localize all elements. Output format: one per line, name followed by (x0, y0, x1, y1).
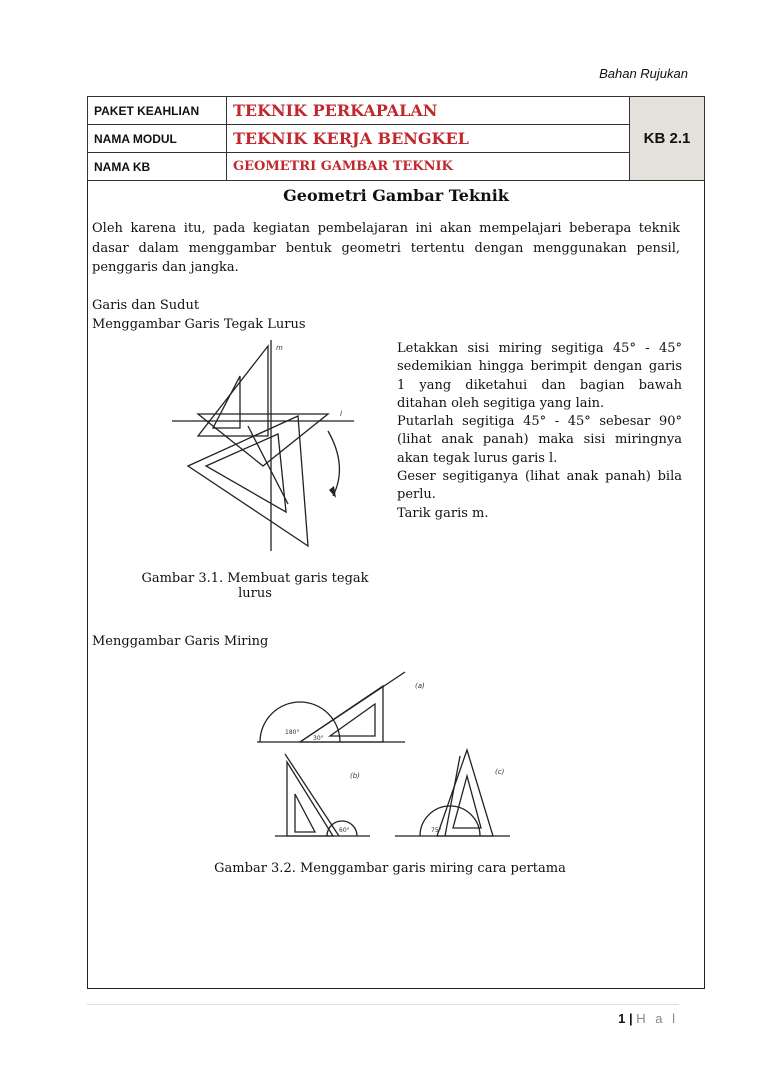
page-title: Geometri Gambar Teknik (283, 186, 509, 205)
label-b: (b) (350, 772, 360, 780)
figure-oblique-diagram (255, 666, 525, 846)
reference-label: Bahan Rujukan (599, 66, 688, 81)
intro-paragraph: Oleh karena itu, pada kegiatan pembelajaran ini akan mempelajari beberapa teknik dasar dalam menggambar bentuk geometri tertentu dengan menggunakan pensil, penggaris dan jangka. (92, 221, 680, 275)
footer-separator: | (629, 1011, 633, 1026)
page-number: 1 (618, 1011, 626, 1026)
figure-1-caption (140, 571, 370, 601)
label-m: m (276, 344, 283, 352)
row-value-kb: GEOMETRI GAMBAR TEKNIK (227, 153, 630, 181)
row-value-paket: TEKNIK PERKAPALAN (227, 97, 630, 125)
table-row (88, 153, 705, 181)
row-key-paket: PAKET KEAHLIAN (88, 97, 227, 125)
figure-2-caption: Gambar 3.2. Menggambar garis miring cara pertama (214, 861, 566, 876)
footer-divider (87, 1004, 679, 1005)
instruction-step: Letakkan sisi miring segitiga 45° - 45° sedemikian hingga berimpit dengan garis 1 yang diketahui dan bagian bawah ditahan oleh segitiga yang lain. (397, 341, 682, 411)
subsection-heading-oblique: Menggambar Garis Miring (92, 634, 269, 649)
instruction-step: Geser segitiganya (lihat anak panah) bila perlu. (397, 469, 682, 503)
section-heading: Garis dan Sudut (92, 298, 200, 313)
module-info-table (87, 96, 705, 181)
label-c: (c) (495, 768, 505, 776)
row-value-modul: TEKNIK KERJA BENGKEL (227, 125, 630, 153)
instruction-step: Tarik garis m. (397, 505, 489, 521)
table-row (88, 97, 705, 125)
angle-label-c: 75° (431, 827, 442, 834)
row-key-kb: NAMA KB (88, 153, 227, 181)
footer-suffix: H a l (636, 1011, 678, 1026)
instructions-block (397, 340, 682, 523)
table-row (88, 125, 705, 153)
figure-perpendicular-diagram (168, 336, 358, 556)
protractor-label: 180° (285, 729, 300, 736)
caption-line: Gambar 3.1. Membuat garis tegak (141, 571, 369, 586)
subsection-heading-perpendicular: Menggambar Garis Tegak Lurus (92, 317, 306, 332)
row-key-modul: NAMA MODUL (88, 125, 227, 153)
instruction-step: Putarlah segitiga 45° - 45° sebesar 90° (lihat anak panah) maka sisi miringnya akan tegak lurus garis l. (397, 414, 682, 466)
angle-label-a: 30° (313, 735, 324, 742)
page-footer (618, 1011, 678, 1026)
label-a: (a) (415, 682, 425, 690)
caption-line: lurus (238, 586, 272, 601)
kb-code: KB 2.1 (630, 97, 705, 181)
label-l: l (340, 410, 342, 418)
angle-label-b: 60° (339, 827, 350, 834)
